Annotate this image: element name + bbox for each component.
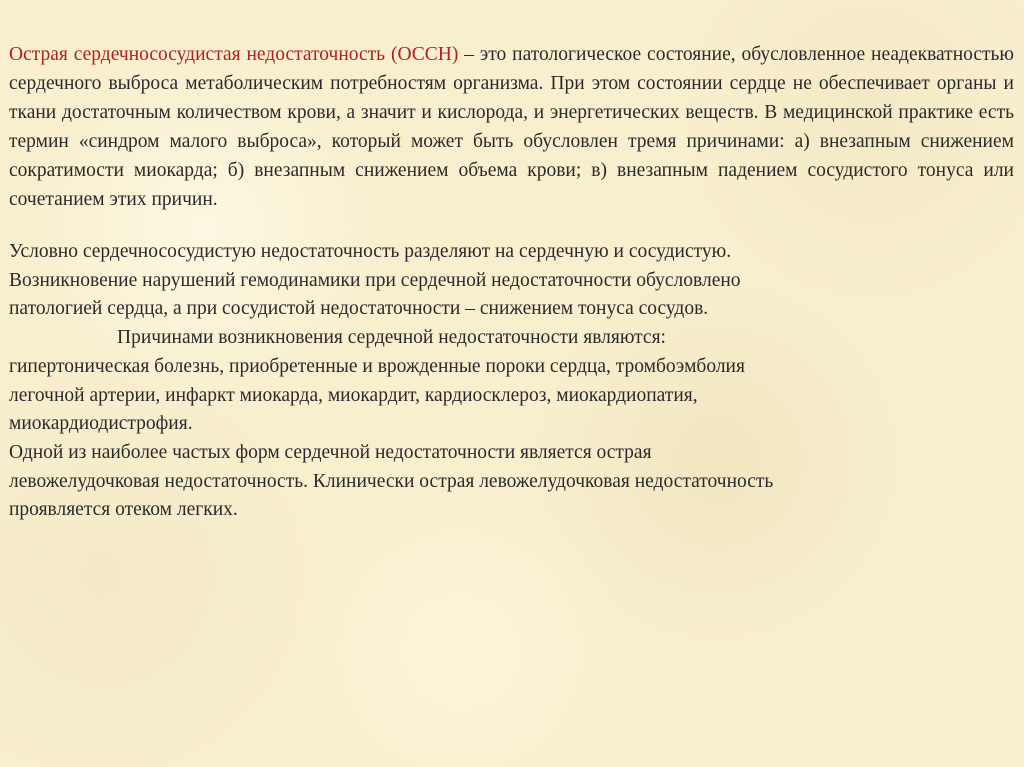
text-line: левожелудочковая недостаточность. Клинически острая левожелудочковая недостаточность xyxy=(9,470,774,492)
text-line: Одной из наиболее частых форм сердечной недостаточности является острая xyxy=(9,441,652,463)
text-line: гипертоническая болезнь, приобретенные и врожденные пороки сердца, тромбоэмболия xyxy=(9,355,745,377)
text-line: Возникновение нарушений гемодинамики при сердечной недостаточности обусловлено xyxy=(9,269,741,291)
definition-text: – это патологическое состояние, обусловленное неадекватностью сердечного выброса метаболическим потребностям организма. При этом состоянии сердце не обеспечивает органы и ткани достаточным количеством крови, а значит и кислорода, и энергетических веществ. В медицинской практике есть термин «синдром малого выброса», который может быть обусловлен тремя причинами: а) внезапным снижением сократимости миокарда; б) внезапным снижением объема крови; в) внезапным падением сосудистого тонуса или сочетанием этих причин. xyxy=(9,44,1014,210)
text-line: легочной артерии, инфаркт миокарда, миокардит, кардиосклероз, миокардиопатия, xyxy=(9,384,698,406)
classification-paragraph xyxy=(9,238,1014,525)
text-line: проявляется отеком легких. xyxy=(9,499,238,521)
text-line: Условно сердечнососудистую недостаточность разделяют на сердечную и сосудистую. xyxy=(9,241,732,262)
definition-term: Острая сердечнососудистая недостаточность (ОССН) xyxy=(9,44,459,65)
text-line: патологией сердца, а при сосудистой недостаточности – снижением тонуса сосудов. xyxy=(9,298,709,320)
text-line: миокардиодистрофия. xyxy=(9,413,193,435)
slide-content xyxy=(9,40,1014,525)
causes-heading-line: Причинами возникновения сердечной недостаточности являются: xyxy=(117,327,666,349)
definition-paragraph xyxy=(9,40,1014,214)
